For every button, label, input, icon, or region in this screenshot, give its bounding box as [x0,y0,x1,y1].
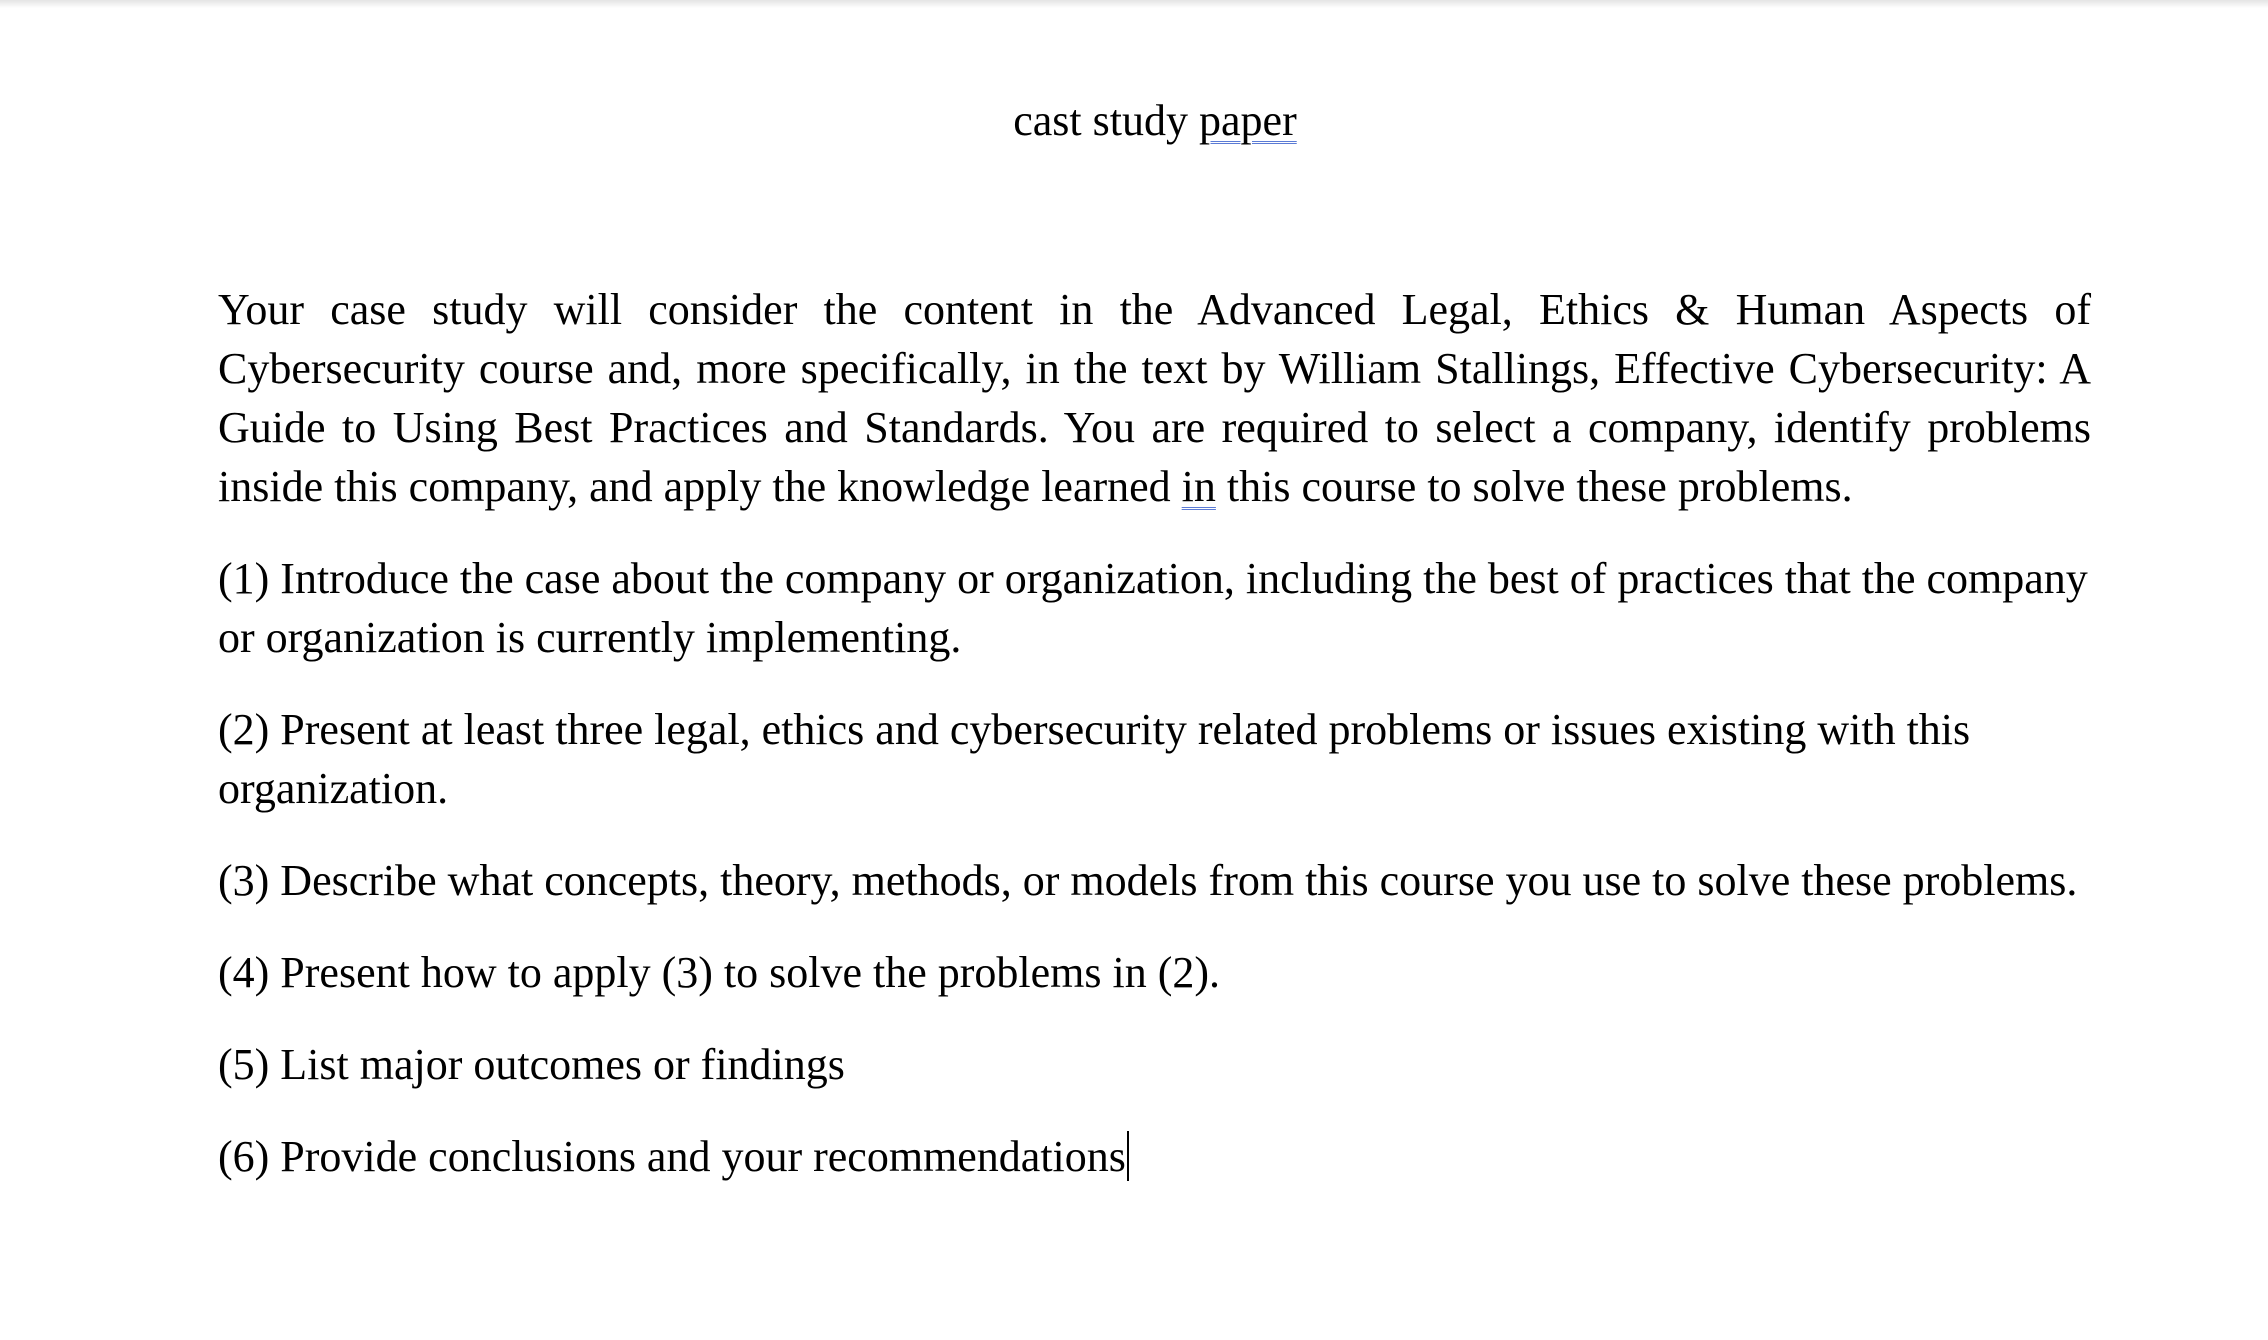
text-cursor [1127,1131,1129,1181]
item-paragraph-4: (4) Present how to apply (3) to solve the problems in (2). [218,948,1221,997]
title-text: cast study [1013,96,1200,145]
document-body[interactable] [218,280,2091,1186]
intro-text-before: Your case study will consider the content in the Advanced Legal, Ethics & Human Aspects of Cybersecurity course and, more specifically, in the text by William Stallings, Effective Cybersecurity: A Guide to Using Best Practices and Standards. You are required to select a company, identify problems inside this company, and apply the knowledge learned [218,285,2091,511]
item-paragraph-3: (3) Describe what concepts, theory, methods, or models from this course you use to solve these problems. [218,856,2078,905]
item-paragraph-5: (5) List major outcomes or findings [218,1040,845,1089]
item-paragraph-6-text: (6) Provide conclusions and your recommendations [218,1132,1126,1181]
document-title [0,92,2268,150]
item-paragraph-6 [218,1127,2091,1186]
item-paragraph-2: (2) Present at least three legal, ethics and cybersecurity related problems or issues existing with this organization. [218,705,1971,813]
intro-paragraph [218,280,2091,516]
intro-grammar-flag[interactable]: in [1181,462,1216,511]
title-grammar-flag[interactable]: paper [1199,96,1297,145]
item-paragraph-1: (1) Introduce the case about the company or organization, including the best of practices that the company or organization is currently implementing. [218,554,2088,662]
intro-text-after: this course to solve these problems. [1215,462,1853,511]
